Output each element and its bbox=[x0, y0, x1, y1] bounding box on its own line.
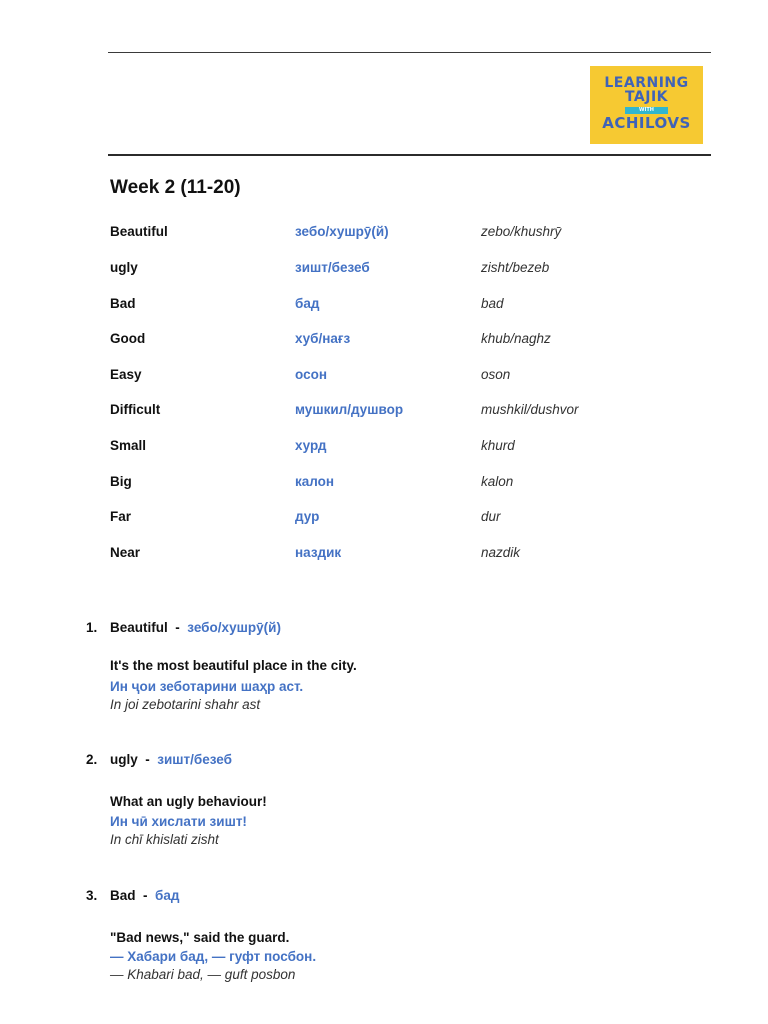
example-tajik-word: зебо/хушрӯ(й) bbox=[187, 620, 281, 635]
vocab-tajik: мушкил/душвор bbox=[295, 402, 404, 417]
vocab-transliteration: zisht/bezeb bbox=[481, 260, 550, 275]
example-sentence-tajik: Ин ҷои зеботарини шаҳр аст. bbox=[110, 679, 304, 694]
learning-tajik-logo bbox=[590, 66, 703, 144]
example-word-line bbox=[110, 618, 281, 638]
vocab-tajik: осон bbox=[295, 367, 327, 382]
vocab-row bbox=[0, 436, 768, 456]
example-tajik-word: бад bbox=[155, 888, 180, 903]
vocab-english: Far bbox=[110, 509, 132, 524]
logo-line-3: WITH bbox=[625, 107, 668, 114]
example-separator: - bbox=[175, 620, 180, 635]
example-word-line bbox=[110, 886, 179, 906]
example-separator: - bbox=[145, 752, 150, 767]
vocab-transliteration: khurd bbox=[481, 438, 515, 453]
example-word: ugly bbox=[110, 752, 138, 767]
vocab-row bbox=[0, 400, 768, 420]
example-number: 2. bbox=[86, 752, 98, 767]
vocab-english: Bad bbox=[110, 296, 136, 311]
example-sentence-transliteration: In joi zebotarini shahr ast bbox=[110, 697, 261, 712]
vocab-tajik: зебо/хушрӯ(й) bbox=[295, 224, 389, 239]
example-sentence-english: "Bad news," said the guard. bbox=[110, 930, 290, 945]
example-sentence-english: It's the most beautiful place in the city. bbox=[110, 658, 357, 673]
page-title: Week 2 (11-20) bbox=[110, 177, 241, 198]
vocab-english: Small bbox=[110, 438, 147, 453]
example-tajik-word: зишт/безеб bbox=[157, 752, 232, 767]
vocab-transliteration: oson bbox=[481, 367, 511, 382]
vocab-transliteration: zebo/khushrӯ bbox=[481, 224, 562, 239]
vocab-row bbox=[0, 294, 768, 314]
vocab-tajik: дур bbox=[295, 509, 320, 524]
vocab-row bbox=[0, 329, 768, 349]
example-number: 3. bbox=[86, 888, 98, 903]
top-divider bbox=[108, 52, 711, 53]
example-sentence-tajik: Ин чӣ хислати зишт! bbox=[110, 814, 247, 829]
example-sentence-transliteration: — Khabari bad, — guft posbon bbox=[110, 967, 296, 982]
vocab-english: Near bbox=[110, 545, 141, 560]
vocab-english: ugly bbox=[110, 260, 138, 275]
vocab-tajik: наздик bbox=[295, 545, 342, 560]
vocab-row bbox=[0, 472, 768, 492]
vocab-transliteration: mushkil/dushvor bbox=[481, 402, 579, 417]
logo-line-1: LEARNING bbox=[604, 75, 689, 91]
vocab-row bbox=[0, 222, 768, 242]
vocab-transliteration: dur bbox=[481, 509, 501, 524]
vocab-tajik: хурд bbox=[295, 438, 327, 453]
vocab-transliteration: bad bbox=[481, 296, 504, 311]
vocab-transliteration: nazdik bbox=[481, 545, 521, 560]
vocab-row bbox=[0, 507, 768, 527]
vocab-transliteration: kalon bbox=[481, 474, 514, 489]
vocab-tajik: хуб/нағз bbox=[295, 331, 351, 346]
logo-line-4: ACHILOVS bbox=[602, 114, 691, 132]
example-sentence-english: What an ugly behaviour! bbox=[110, 794, 267, 809]
vocab-tajik: калон bbox=[295, 474, 335, 489]
example-word: Bad bbox=[110, 888, 136, 903]
vocab-english: Beautiful bbox=[110, 224, 168, 239]
vocab-row bbox=[0, 258, 768, 278]
vocab-transliteration: khub/naghz bbox=[481, 331, 551, 346]
example-sentence-tajik: — Хабари бад, — гуфт посбон. bbox=[110, 949, 317, 964]
example-number: 1. bbox=[86, 620, 98, 635]
vocab-english: Easy bbox=[110, 367, 142, 382]
vocab-english: Big bbox=[110, 474, 132, 489]
logo-line-2: TAJIK bbox=[624, 89, 669, 105]
vocab-row bbox=[0, 365, 768, 385]
example-sentence-transliteration: In chī khislati zisht bbox=[110, 832, 219, 847]
example-separator: - bbox=[143, 888, 148, 903]
example-word: Beautiful bbox=[110, 620, 168, 635]
vocab-english: Difficult bbox=[110, 402, 161, 417]
vocab-tajik: зишт/безеб bbox=[295, 260, 370, 275]
vocab-row bbox=[0, 543, 768, 563]
header-divider bbox=[108, 154, 711, 156]
example-word-line bbox=[110, 750, 232, 770]
vocab-english: Good bbox=[110, 331, 146, 346]
vocab-tajik: бад bbox=[295, 296, 320, 311]
